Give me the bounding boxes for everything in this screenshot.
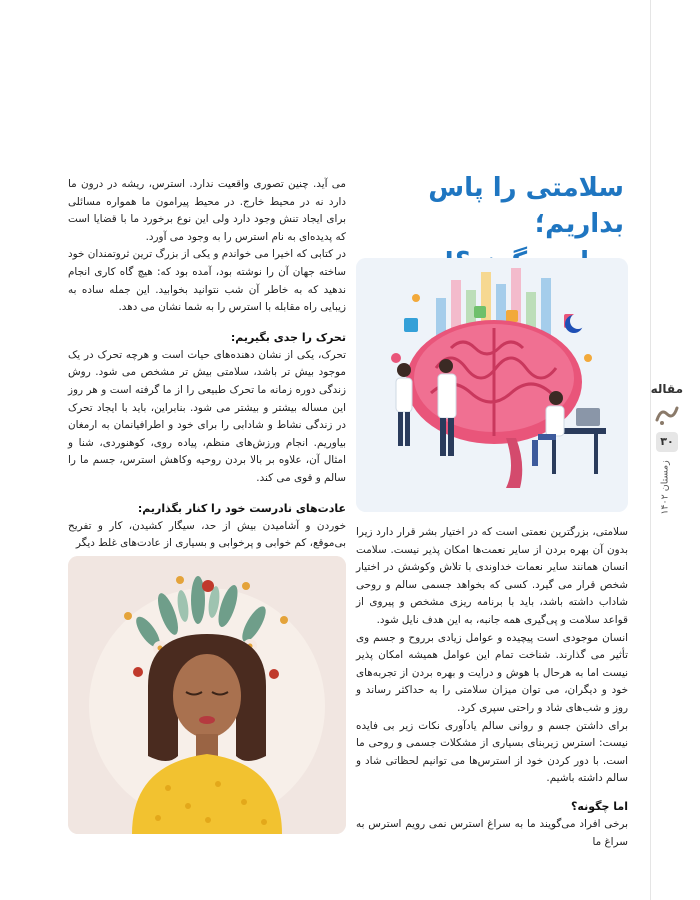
- left-paragraph-4: خوردن و آشامیدن بیش از حد، سیگار کشیدن، کار و تفریح بی‌موقع، کم خوابی و پرخوابی و بسیاری از عادت‌های غلط دیگر: [68, 519, 346, 550]
- issue-date: [645, 454, 685, 524]
- brain-illustration: [356, 258, 628, 512]
- magazine-logo-icon: [654, 404, 680, 426]
- page-number: ۳۰: [656, 432, 678, 452]
- left-text-column: [68, 176, 346, 553]
- heading-movement: تحرک را جدی بگیریم:: [230, 330, 346, 344]
- left-paragraph-2: در کتابی که اخیرا می خواندم و یکی از بزرگ ترین ثروتمندان خود ساخته جهان آن را نوشته بود، آمده بود که: هیچ گاه کاری انجام ندهید که به خاطر آن شب نتوانید بخوابید. این جمله ساده به زیبایی راه مقابله با استرس را به شما نشان می دهد.: [68, 248, 346, 314]
- right-paragraph-4: برخی افراد می‌گویند ما به سراغ استرس نمی رویم استرس به سراغ ما: [356, 817, 628, 848]
- brain-doctors-illustration: [356, 258, 628, 512]
- title-line-1: سلامتی را پاس بداریم؛: [428, 173, 624, 239]
- right-paragraph-1: سلامتی، بزرگترین نعمتی است که در اختیار بشر قرار دارد زیرا بدون آن بهره بردن از سایر نعمت‌ها امکان پذیر نیست. سلامت انسان همانند سایر نعمات خداوندی با تلاش وکوشش در اختیار شخص قرار می گیرد. کسی که بخواهد جسمی سالم و روحی شاداب داشته باشد، باید با برنامه ریزی مشخص و پیروی از قواعد سلامت و پی‌گیری همه جانبه، به این هدف نایل شود.: [356, 526, 628, 626]
- issue-date-text: زمستان ۱۴۰۲: [659, 460, 671, 515]
- woman-illustration: [68, 556, 346, 834]
- right-paragraph-3: برای داشتن جسم و روانی سالم یادآوری نکات زیر بی فایده نیست: استرس زیربنای بسیاری از مشکلات جسمی و روحی ما است. با دور کردن خود از استرس‌ها می توانیم لحظاتی شاد و سالم داشته باشیم.: [356, 719, 628, 785]
- section-label: مقاله: [650, 382, 683, 396]
- heading-how: اما چگونه؟: [571, 799, 628, 813]
- heading-habits: عادت‌های نادرست خود را کنار بگذاریم:: [137, 501, 346, 515]
- left-paragraph-3: تحرک، یکی از نشان دهنده‌های حیات است و هرچه تحرک در یک موجود بیش تر باشد، سلامتی بیش تر مشخص می شود. روش زندگی دوره زمانه ما تحرک طبیعی را از ما گرفته است و هر روز این مساله بیشتر و بیشتر می شود. بنابراین، باید با ایجاد تحرک در زندگی نشاط و شادابی را برای خود و اطرافیانمان به ارمغان بیاوریم. انجام ورزش‌های منظم، پیاده روی، کوهنوردی، شنا و امثال آن، علاوه بر بالا بردن روحیه وکاهش استرس، جسم ما را سالم و قوی می کند.: [68, 348, 346, 484]
- left-paragraph-1: می آید. چنین تصوری واقعیت ندارد. استرس، ریشه در درون ما دارد نه در محیط خارج. در محیط پیرامون ما همواره مسائلی برای ایجاد تنش وجود دارد ولی این نوع برخورد ما با قضایا است که پدیده‌ای به نام استرس را به وجود می آورد.: [68, 178, 346, 243]
- right-text-column: [356, 524, 628, 851]
- right-paragraph-2: انسان موجودی است پیچیده و عوامل زیادی برروح و جسم وی تأثیر می گذارند. شناخت تمام این عوامل همیشه امکان پذیر نیست اما به هرحال با هوش و درایت و بهره بردن از تجربه‌های خود و دیگران، می توان میزان سلامتی را به حداکثر رساند و روز و شب‌های شاد و راحتی سپری کرد.: [356, 631, 628, 714]
- sidebar-divider: [650, 0, 651, 900]
- woman-flowers-illustration: [68, 556, 346, 834]
